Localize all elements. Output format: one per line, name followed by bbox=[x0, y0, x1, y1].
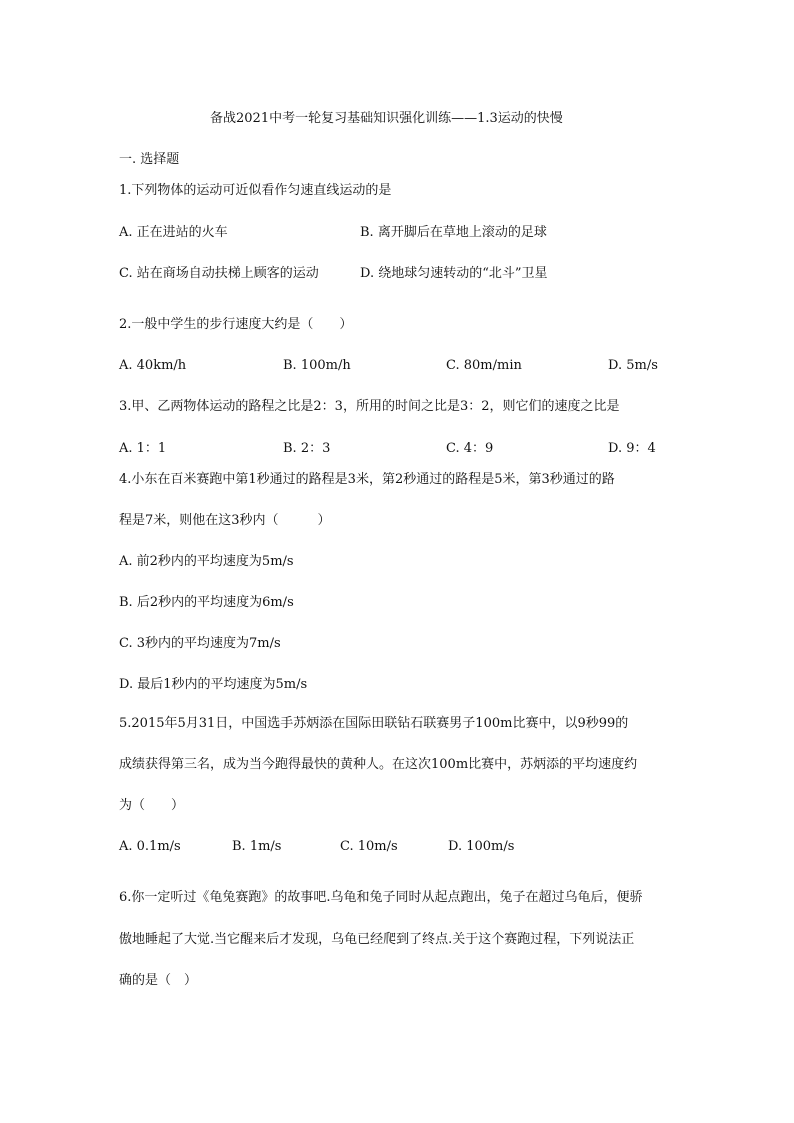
question-3-option-d: D. 9：4 bbox=[608, 441, 656, 456]
question-5-stem-line-3: 为（ ） bbox=[119, 798, 185, 813]
question-3-option-a: A. 1：1 bbox=[119, 441, 167, 456]
question-1-option-a: A. 正在进站的火车 bbox=[119, 225, 228, 240]
section-heading: 一. 选择题 bbox=[119, 152, 180, 167]
question-5-option-b: B. 1m/s bbox=[232, 839, 282, 854]
question-2-option-d: D. 5m/s bbox=[608, 358, 658, 373]
question-3-option-c: C. 4：9 bbox=[446, 441, 494, 456]
question-5-option-d: D. 100m/s bbox=[448, 839, 515, 854]
question-1-stem: 1.下列物体的运动可近似看作匀速直线运动的是 bbox=[119, 183, 392, 198]
question-1-option-d: D. 绕地球匀速转动的“北斗”卫星 bbox=[360, 266, 548, 281]
question-4-stem-line-1: 4.小东在百米赛跑中第1秒通过的路程是3米，第2秒通过的路程是5米，第3秒通过的路 bbox=[119, 472, 615, 487]
document-title: 备战2021中考一轮复习基础知识强化训练——1.3运动的快慢 bbox=[210, 111, 563, 126]
question-1-option-c: C. 站在商场自动扶梯上顾客的运动 bbox=[119, 266, 319, 281]
question-5-option-c: C. 10m/s bbox=[340, 839, 398, 854]
question-4-option-c: C. 3秒内的平均速度为7m/s bbox=[119, 636, 281, 651]
question-4-stem-line-2: 程是7米，则他在这3秒内（ ） bbox=[119, 513, 331, 528]
question-2-option-c: C. 80m/min bbox=[446, 358, 522, 373]
question-2-option-b: B. 100m/h bbox=[283, 358, 351, 373]
question-4-option-b: B. 后2秒内的平均速度为6m/s bbox=[119, 595, 294, 610]
question-5-stem-line-1: 5.2015年5月31日，中国选手苏炳添在国际田联钻石联赛男子100m比赛中，以9秒99的 bbox=[119, 716, 629, 731]
question-3-stem: 3.甲、乙两物体运动的路程之比是2：3，所用的时间之比是3：2，则它们的速度之比是 bbox=[119, 399, 620, 414]
question-3-option-b: B. 2：3 bbox=[283, 441, 331, 456]
question-4-option-d: D. 最后1秒内的平均速度为5m/s bbox=[119, 677, 308, 692]
question-5-stem-line-2: 成绩获得第三名，成为当今跑得最快的黄种人。在这次100m比赛中，苏炳添的平均速度约 bbox=[119, 757, 638, 772]
question-2-option-a: A. 40km/h bbox=[119, 358, 187, 373]
question-2-stem: 2.一般中学生的步行速度大约是（ ） bbox=[119, 317, 353, 332]
question-1-option-b: B. 离开脚后在草地上滚动的足球 bbox=[360, 225, 547, 240]
question-6-stem-line-2: 傲地睡起了大觉.当它醒来后才发现，乌龟已经爬到了终点.关于这个赛跑过程，下列说法正 bbox=[119, 932, 635, 947]
question-4-option-a: A. 前2秒内的平均速度为5m/s bbox=[119, 554, 294, 569]
question-5-option-a: A. 0.1m/s bbox=[119, 839, 181, 854]
question-6-stem-line-3: 确的是（ ） bbox=[119, 973, 198, 988]
question-6-stem-line-1: 6.你一定听过《龟兔赛跑》的故事吧.乌龟和兔子同时从起点跑出，兔子在超过乌龟后，便骄 bbox=[119, 890, 643, 905]
